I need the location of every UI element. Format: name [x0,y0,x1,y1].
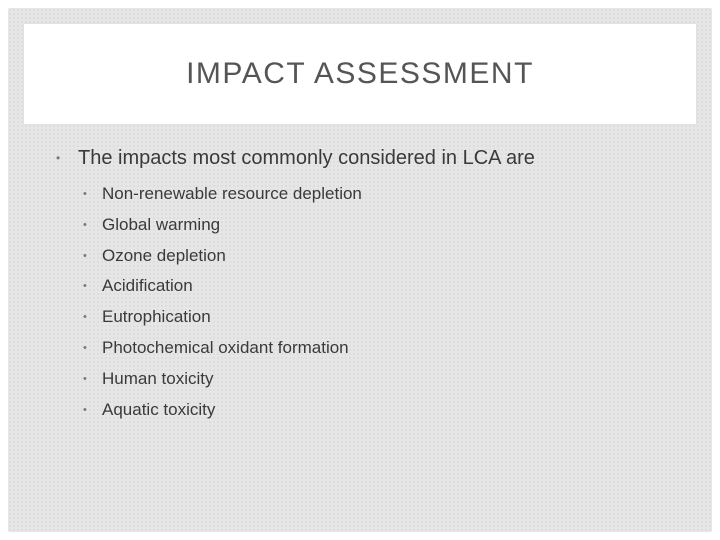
list-item [83,396,696,427]
bullet-icon: • [56,151,61,165]
list-item [83,211,696,242]
list-item [83,242,696,273]
bullet-icon: • [83,280,87,293]
impact-label: Human toxicity [102,368,214,388]
bullet-icon: • [83,188,87,200]
list-item [83,272,696,303]
slide [8,8,712,532]
impact-label: Photochemical oxidant formation [102,337,349,357]
impact-label: Ozone depletion [102,245,226,265]
list-item [83,303,696,334]
impact-label: Global warming [102,214,221,234]
bullet-icon: • [83,403,87,416]
impact-label: Non-renewable resource depletion [102,184,362,203]
list-item [83,180,696,211]
bullet-icon: • [83,311,87,324]
bullet-icon: • [83,249,87,262]
list-item [83,365,696,396]
bullet-icon: • [83,372,87,385]
bullet-icon: • [83,218,87,231]
impact-label: Eutrophication [102,307,211,327]
slide-title: IMPACT ASSESSMENT [186,57,534,90]
bullet-icon: • [83,341,87,354]
main-bullet-point [56,145,696,173]
slide-content [56,145,696,426]
list-item [83,334,696,365]
main-point-text: The impacts most commonly considered in LCA are [78,147,535,169]
impact-list [56,180,696,426]
title-box [24,24,696,124]
impact-label: Acidification [102,276,193,296]
impact-label: Aquatic toxicity [102,399,216,419]
